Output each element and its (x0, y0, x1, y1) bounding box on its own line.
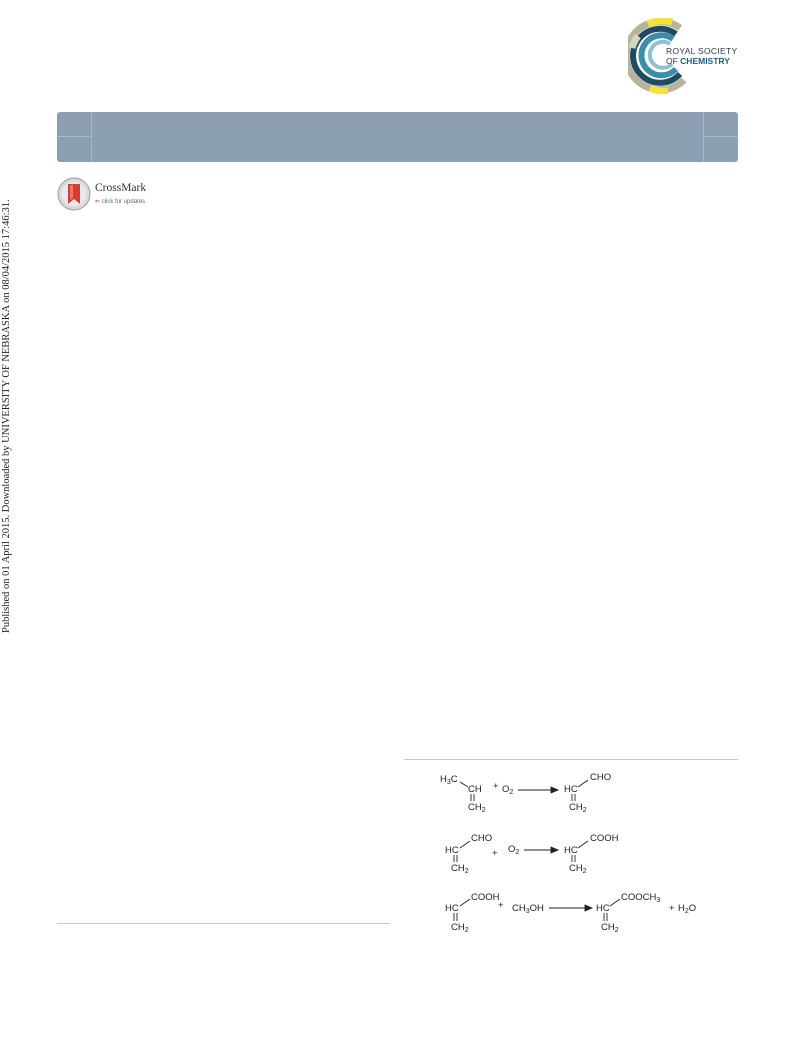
rsc-name-line1: ROYAL SOCIETY (666, 46, 738, 56)
water: $H_2O$ (678, 903, 697, 915)
crossmark-subtitle (95, 198, 145, 205)
crossmark-icon (57, 177, 91, 211)
acrolein2-hc: HC (445, 845, 459, 856)
acrolein-hc: HC (564, 784, 578, 795)
acrolein-cho: CHO (590, 772, 612, 783)
acrylic-hc: HC (564, 845, 578, 856)
crossmark-title: CrossMark (95, 182, 147, 194)
journal-header-band (57, 112, 738, 162)
crossmark-badge[interactable] (57, 177, 167, 213)
rsc-logo (628, 18, 748, 94)
oxygen-2: $O_2$ (508, 844, 520, 856)
acrylic3-hc: HC (445, 903, 459, 914)
rsc-name-bold: CHEMISTRY (680, 56, 730, 66)
publication-stamp: Published on 01 April 2015. Downloaded by UNIVERSITY OF NEBRASKA on 08/04/2015 17:46:31. (1, 199, 12, 633)
band-divider-right-h (703, 136, 738, 137)
acrylic3-cooh: COOH (471, 892, 500, 903)
methyl-acrylate-cooch3: $COOCH_3$ (621, 892, 661, 904)
plus-3: + (498, 900, 504, 911)
acrylic-ch2: $CH_2$ (569, 863, 587, 875)
plus-1: + (493, 781, 499, 792)
band-divider-right (703, 112, 704, 162)
oxygen-1: $O_2$ (502, 784, 514, 796)
acrylic3-ch2: $CH_2$ (451, 922, 469, 934)
band-divider-left (91, 112, 92, 162)
methyl-acrylate-hc: HC (596, 903, 610, 914)
propene-ch2: $CH_2$ (468, 802, 486, 814)
rsc-name-prefix: OF (666, 56, 681, 66)
acrylic-cooh: COOH (590, 833, 619, 844)
rsc-name-line2 (666, 56, 730, 66)
footnote-rule (57, 923, 390, 924)
scheme-top-rule (404, 759, 738, 760)
plus-4: + (669, 903, 675, 914)
acrolein2-cho: CHO (471, 833, 493, 844)
crossmark-arrow-icon: ⇐ (95, 199, 101, 205)
acrolein-ch2: $CH_2$ (569, 802, 587, 814)
plus-2: + (492, 848, 498, 859)
methanol: $CH_3OH$ (512, 903, 544, 915)
methyl-acrylate-ch2: $CH_2$ (601, 922, 619, 934)
reaction-scheme (440, 765, 730, 940)
crossmark-subtitle-text: click for updates (101, 199, 146, 205)
acrolein2-ch2: $CH_2$ (451, 863, 469, 875)
propene-methyl: $H_3C$ (440, 774, 458, 786)
band-divider-left-h (57, 136, 91, 137)
propene-ch: CH (468, 784, 482, 795)
